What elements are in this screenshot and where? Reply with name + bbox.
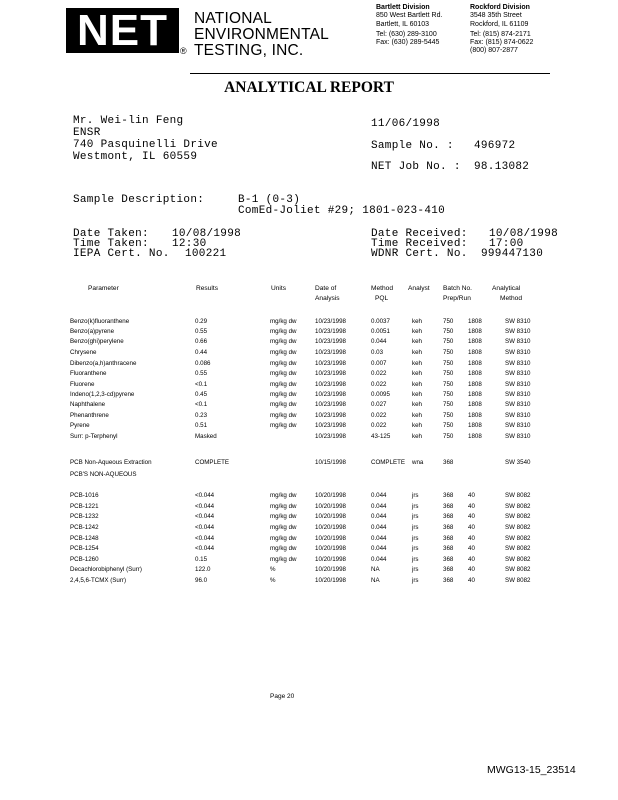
parameter-cell: PCB-1248 <box>70 535 99 542</box>
time-received: 17:00 <box>489 238 524 250</box>
batch-run-cell: 40 <box>468 577 475 584</box>
analytical-method-cell: SW 8310 <box>505 338 531 345</box>
batch-run-cell: 1808 <box>468 318 482 325</box>
header-batch-line-2: Prep/Run <box>443 295 471 302</box>
result-cell: 0.086 <box>195 360 211 367</box>
analytical-method-cell: SW 8310 <box>505 349 531 356</box>
pql-cell: 43-125 <box>371 433 391 440</box>
time-taken-label: Time Taken: <box>73 238 149 250</box>
analyst-cell: keh <box>412 349 422 356</box>
units-cell: mg/kg dw <box>270 513 297 520</box>
analyst-cell: jrs <box>412 492 419 499</box>
rockford-fax: Fax: (815) 874-0622 <box>470 39 534 47</box>
batch-prep-cell: 750 <box>443 349 454 356</box>
batch-prep-cell: 750 <box>443 412 454 419</box>
result-cell: 0.23 <box>195 412 208 419</box>
result-cell: <0.1 <box>195 381 208 388</box>
result-cell: 0.45 <box>195 391 208 398</box>
header-method-pql-line-1: Method <box>371 285 393 292</box>
analytical-method-cell: SW 8082 <box>505 556 531 563</box>
analytical-method-cell: SW 8310 <box>505 328 531 335</box>
analysis-date-cell: 10/20/1998 <box>315 566 346 573</box>
pql-cell: NA <box>371 566 380 573</box>
analytical-method-cell: SW 8310 <box>505 401 531 408</box>
result-cell: 0.15 <box>195 556 208 563</box>
iepa-cert-no: 100221 <box>185 248 227 260</box>
rockford-street: 3548 35th Street <box>470 12 522 20</box>
parameter-cell: Benzo(k)fluoranthene <box>70 318 130 325</box>
company-name-line-3: TESTING, INC. <box>194 42 304 59</box>
analysis-date-cell: 10/20/1998 <box>315 503 346 510</box>
analytical-method-cell: SW 8310 <box>505 391 531 398</box>
result-cell: <0.1 <box>195 401 208 408</box>
batch-run-cell: 1808 <box>468 412 482 419</box>
parameter-cell: Fluoranthene <box>70 370 107 377</box>
result-cell: 96.0 <box>195 577 208 584</box>
analytical-method-cell: SW 3540 <box>505 459 531 466</box>
analysis-date-cell: 10/23/1998 <box>315 328 346 335</box>
batch-run-cell: 1808 <box>468 433 482 440</box>
rockford-tollfree: (800) 807-2877 <box>470 47 518 55</box>
analysis-date-cell: 10/23/1998 <box>315 338 346 345</box>
job-no: 98.13082 <box>474 161 530 173</box>
analyst-cell: keh <box>412 338 422 345</box>
batch-run-cell: 1808 <box>468 422 482 429</box>
batch-prep-cell: 368 <box>443 492 454 499</box>
analysis-date-cell: 10/23/1998 <box>315 422 346 429</box>
client-street: 740 Pasquinelli Drive <box>73 139 218 151</box>
analytical-method-cell: SW 8310 <box>505 370 531 377</box>
units-cell: mg/kg dw <box>270 338 297 345</box>
units-cell: mg/kg dw <box>270 391 297 398</box>
units-cell: mg/kg dw <box>270 370 297 377</box>
pql-cell: 0.044 <box>371 513 387 520</box>
bartlett-division-title: Bartlett Division <box>376 4 430 11</box>
net-logo: NET <box>66 8 179 53</box>
batch-prep-cell: 750 <box>443 381 454 388</box>
batch-run-cell: 40 <box>468 492 475 499</box>
units-cell: mg/kg dw <box>270 556 297 563</box>
result-cell: COMPLETE <box>195 459 230 466</box>
units-cell: mg/kg dw <box>270 318 297 325</box>
units-cell: mg/kg dw <box>270 492 297 499</box>
pql-cell: 0.044 <box>371 535 387 542</box>
batch-prep-cell: 750 <box>443 370 454 377</box>
pql-cell: 0.007 <box>371 360 387 367</box>
parameter-cell: Fluorene <box>70 381 95 388</box>
batch-prep-cell: 750 <box>443 422 454 429</box>
sample-description-line-1: B-1 (0-3) <box>238 194 301 206</box>
pql-cell: 0.0095 <box>371 391 390 398</box>
parameter-cell: 2,4,5,6-TCMX (Surr) <box>70 577 127 584</box>
batch-run-cell: 1808 <box>468 391 482 398</box>
pql-cell: 0.022 <box>371 422 387 429</box>
analysis-date-cell: 10/20/1998 <box>315 577 346 584</box>
analysis-date-cell: 10/20/1998 <box>315 513 346 520</box>
analysis-date-cell: 10/23/1998 <box>315 433 346 440</box>
company-name-line-1: NATIONAL <box>194 10 272 27</box>
rockford-division-address <box>470 4 533 56</box>
pql-cell: 0.022 <box>371 412 387 419</box>
analyst-cell: keh <box>412 318 422 325</box>
analytical-method-cell: SW 8310 <box>505 433 531 440</box>
sample-no-label: Sample No. : <box>371 140 454 152</box>
bartlett-city: Bartlett, IL 60103 <box>376 20 430 28</box>
batch-prep-cell: 750 <box>443 328 454 335</box>
time-received-label: Time Received: <box>371 238 468 250</box>
units-cell: mg/kg dw <box>270 381 297 388</box>
batch-run-cell: 1808 <box>468 338 482 345</box>
result-cell: <0.044 <box>195 513 215 520</box>
analyst-cell: keh <box>412 370 422 377</box>
header-batch-line-1: Batch No. <box>443 285 472 292</box>
header-analyst: Analyst <box>408 285 430 292</box>
result-cell: 0.66 <box>195 338 208 345</box>
result-cell: 0.29 <box>195 318 208 325</box>
batch-prep-cell: 368 <box>443 503 454 510</box>
result-cell: 0.44 <box>195 349 208 356</box>
pql-cell: 0.044 <box>371 545 387 552</box>
batch-run-cell: 1808 <box>468 360 482 367</box>
page-number: Page 20 <box>270 693 295 700</box>
units-cell: mg/kg dw <box>270 422 297 429</box>
analyst-cell: wna <box>412 459 424 466</box>
letterhead-rule <box>190 73 550 74</box>
analyst-cell: keh <box>412 422 422 429</box>
batch-run-cell: 40 <box>468 524 475 531</box>
analytical-method-cell: SW 8310 <box>505 412 531 419</box>
iepa-cert-label: IEPA Cert. No. <box>73 248 170 260</box>
batch-prep-cell: 750 <box>443 338 454 345</box>
units-cell: % <box>270 577 276 584</box>
batch-run-cell: 1808 <box>468 370 482 377</box>
batch-prep-cell: 750 <box>443 391 454 398</box>
units-cell: mg/kg dw <box>270 535 297 542</box>
parameter-cell: Benzo(a)pyrene <box>70 328 115 335</box>
pql-cell: 0.044 <box>371 524 387 531</box>
units-cell: mg/kg dw <box>270 412 297 419</box>
analysis-date-cell: 10/20/1998 <box>315 492 346 499</box>
analyst-cell: jrs <box>412 524 419 531</box>
parameter-cell: Indeno(1,2,3-cd)pyrene <box>70 391 135 398</box>
analytical-method-cell: SW 8310 <box>505 318 531 325</box>
company-name-line-2: ENVIRONMENTAL <box>194 26 329 43</box>
analysis-date-cell: 10/20/1998 <box>315 535 346 542</box>
wdnr-cert-no: 999447130 <box>481 248 544 260</box>
bartlett-street: 850 West Bartlett Rd. <box>376 12 443 20</box>
batch-run-cell: 40 <box>468 545 475 552</box>
pql-cell: 0.0051 <box>371 328 390 335</box>
analysis-date-cell: 10/23/1998 <box>315 391 346 398</box>
bartlett-fax: Fax: (630) 289-5445 <box>376 39 440 47</box>
pql-cell: 0.022 <box>371 370 387 377</box>
analyst-cell: jrs <box>412 535 419 542</box>
batch-prep-cell: 368 <box>443 459 454 466</box>
batch-run-cell: 40 <box>468 535 475 542</box>
pql-cell: NA <box>371 577 380 584</box>
result-cell: <0.044 <box>195 535 215 542</box>
batch-prep-cell: 750 <box>443 318 454 325</box>
pql-cell: 0.027 <box>371 401 387 408</box>
analysis-date-cell: 10/23/1998 <box>315 370 346 377</box>
units-cell: mg/kg dw <box>270 545 297 552</box>
analyst-cell: keh <box>412 401 422 408</box>
client-company: ENSR <box>73 127 101 139</box>
units-cell: mg/kg dw <box>270 360 297 367</box>
batch-prep-cell: 368 <box>443 556 454 563</box>
units-cell: mg/kg dw <box>270 328 297 335</box>
parameter-cell: Pyrene <box>70 422 90 429</box>
pql-cell: COMPLETE <box>371 459 406 466</box>
header-date-line-1: Date of <box>315 285 337 292</box>
parameter-cell: PCB'S NON-AQUEOUS <box>70 471 137 478</box>
rockford-phone: Tel: (815) 874-2171 <box>470 30 531 38</box>
analysis-date-cell: 10/20/1998 <box>315 545 346 552</box>
analytical-method-cell: SW 8082 <box>505 503 531 510</box>
units-cell: mg/kg dw <box>270 503 297 510</box>
bartlett-phone: Tel: (630) 289-3100 <box>376 30 437 38</box>
batch-prep-cell: 368 <box>443 566 454 573</box>
client-city: Westmont, IL 60559 <box>73 151 198 163</box>
pql-cell: 0.044 <box>371 492 387 499</box>
header-date-line-2: Analysis <box>315 295 340 302</box>
analytical-method-cell: SW 8310 <box>505 360 531 367</box>
analyst-cell: jrs <box>412 513 419 520</box>
pql-cell: 0.022 <box>371 381 387 388</box>
pql-cell: 0.044 <box>371 503 387 510</box>
batch-prep-cell: 368 <box>443 513 454 520</box>
analyst-cell: jrs <box>412 577 419 584</box>
units-cell: mg/kg dw <box>270 524 297 531</box>
analyst-cell: jrs <box>412 503 419 510</box>
analysis-date-cell: 10/23/1998 <box>315 360 346 367</box>
pql-cell: 0.0037 <box>371 318 390 325</box>
header-analytical-method-line-1: Analytical <box>492 285 521 292</box>
analytical-method-cell: SW 8310 <box>505 422 531 429</box>
result-cell: <0.044 <box>195 524 215 531</box>
report-title: ANALYTICAL REPORT <box>224 79 394 96</box>
sample-no: 496972 <box>474 140 516 152</box>
header-units: Units <box>271 285 287 292</box>
bartlett-division-address <box>376 4 442 47</box>
header-parameter: Parameter <box>88 285 119 292</box>
analysis-date-cell: 10/23/1998 <box>315 318 346 325</box>
analytical-method-cell: SW 8082 <box>505 566 531 573</box>
batch-run-cell: 40 <box>468 556 475 563</box>
batch-prep-cell: 368 <box>443 524 454 531</box>
parameter-cell: PCB-1242 <box>70 524 99 531</box>
result-cell: <0.044 <box>195 503 215 510</box>
analytical-method-cell: SW 8082 <box>505 524 531 531</box>
registered-mark: ® <box>180 46 187 56</box>
batch-prep-cell: 368 <box>443 535 454 542</box>
analyst-cell: jrs <box>412 545 419 552</box>
batch-prep-cell: 750 <box>443 433 454 440</box>
batch-run-cell: 1808 <box>468 349 482 356</box>
document-id: MWG13-15_23514 <box>487 764 576 776</box>
analyst-cell: keh <box>412 412 422 419</box>
units-cell: mg/kg dw <box>270 401 297 408</box>
batch-run-cell: 40 <box>468 513 475 520</box>
analyst-cell: keh <box>412 391 422 398</box>
batch-prep-cell: 368 <box>443 545 454 552</box>
units-cell: % <box>270 566 276 573</box>
batch-prep-cell: 750 <box>443 401 454 408</box>
analytical-method-cell: SW 8082 <box>505 513 531 520</box>
parameter-cell: Benzo(ghi)perylene <box>70 338 124 345</box>
analytical-method-cell: SW 8082 <box>505 545 531 552</box>
pql-cell: 0.03 <box>371 349 384 356</box>
batch-run-cell: 1808 <box>468 401 482 408</box>
rockford-city: Rockford, IL 61109 <box>470 20 529 28</box>
analysis-date-cell: 10/20/1998 <box>315 556 346 563</box>
analyst-cell: keh <box>412 360 422 367</box>
units-cell: mg/kg dw <box>270 349 297 356</box>
report-date: 11/06/1998 <box>371 118 441 130</box>
analysis-date-cell: 10/15/1998 <box>315 459 346 466</box>
parameter-cell: Phenanthrene <box>70 412 109 419</box>
date-received-label: Date Received: <box>371 228 468 240</box>
header-method-pql-line-2: PQL <box>375 295 389 302</box>
analysis-date-cell: 10/23/1998 <box>315 401 346 408</box>
parameter-cell: PCB-1016 <box>70 492 99 499</box>
analytical-method-cell: SW 8082 <box>505 535 531 542</box>
batch-run-cell: 1808 <box>468 381 482 388</box>
result-cell: 0.51 <box>195 422 208 429</box>
analysis-date-cell: 10/23/1998 <box>315 349 346 356</box>
result-cell: 0.55 <box>195 328 208 335</box>
analyst-cell: jrs <box>412 556 419 563</box>
analyst-cell: keh <box>412 328 422 335</box>
parameter-cell: Naphthalene <box>70 401 106 408</box>
parameter-cell: PCB Non-Aqueous Extraction <box>70 459 152 466</box>
parameter-cell: Decachlorobiphenyl (Surr) <box>70 566 142 573</box>
parameter-cell: PCB-1254 <box>70 545 99 552</box>
analyst-cell: keh <box>412 433 422 440</box>
sample-description-line-2: ComEd-Joliet #29; 1801-023-410 <box>238 205 446 217</box>
analytical-method-cell: SW 8082 <box>505 492 531 499</box>
analytical-method-cell: SW 8082 <box>505 577 531 584</box>
analysis-date-cell: 10/23/1998 <box>315 381 346 388</box>
parameter-cell: Dibenzo(a,h)anthracene <box>70 360 137 367</box>
parameter-cell: PCB-1260 <box>70 556 99 563</box>
result-cell: 0.55 <box>195 370 208 377</box>
batch-run-cell: 40 <box>468 503 475 510</box>
analyst-cell: keh <box>412 381 422 388</box>
parameter-cell: Surr: p-Terphenyl <box>70 433 118 440</box>
analysis-date-cell: 10/20/1998 <box>315 524 346 531</box>
batch-run-cell: 1808 <box>468 328 482 335</box>
date-taken: 10/08/1998 <box>172 228 242 240</box>
analysis-date-cell: 10/23/1998 <box>315 412 346 419</box>
result-cell: <0.044 <box>195 492 215 499</box>
header-analytical-method-line-2: Method <box>500 295 522 302</box>
sample-description-label: Sample Description: <box>73 194 205 206</box>
job-no-label: NET Job No. : <box>371 161 461 173</box>
pql-cell: 0.044 <box>371 338 387 345</box>
rockford-division-title: Rockford Division <box>470 4 530 11</box>
pql-cell: 0.044 <box>371 556 387 563</box>
parameter-cell: Chrysene <box>70 349 97 356</box>
wdnr-cert-label: WDNR Cert. No. <box>371 248 468 260</box>
batch-prep-cell: 368 <box>443 577 454 584</box>
result-cell: 122.0 <box>195 566 211 573</box>
header-results: Results <box>196 285 218 292</box>
date-taken-label: Date Taken: <box>73 228 149 240</box>
parameter-cell: PCB-1232 <box>70 513 99 520</box>
date-received: 10/08/1998 <box>489 228 559 240</box>
parameter-cell: PCB-1221 <box>70 503 99 510</box>
client-name: Mr. Wei-lin Feng <box>73 115 184 127</box>
time-taken: 12:30 <box>172 238 207 250</box>
analyst-cell: jrs <box>412 566 419 573</box>
batch-run-cell: 40 <box>468 566 475 573</box>
batch-prep-cell: 750 <box>443 360 454 367</box>
result-cell: Masked <box>195 433 217 440</box>
analytical-method-cell: SW 8310 <box>505 381 531 388</box>
result-cell: <0.044 <box>195 545 215 552</box>
